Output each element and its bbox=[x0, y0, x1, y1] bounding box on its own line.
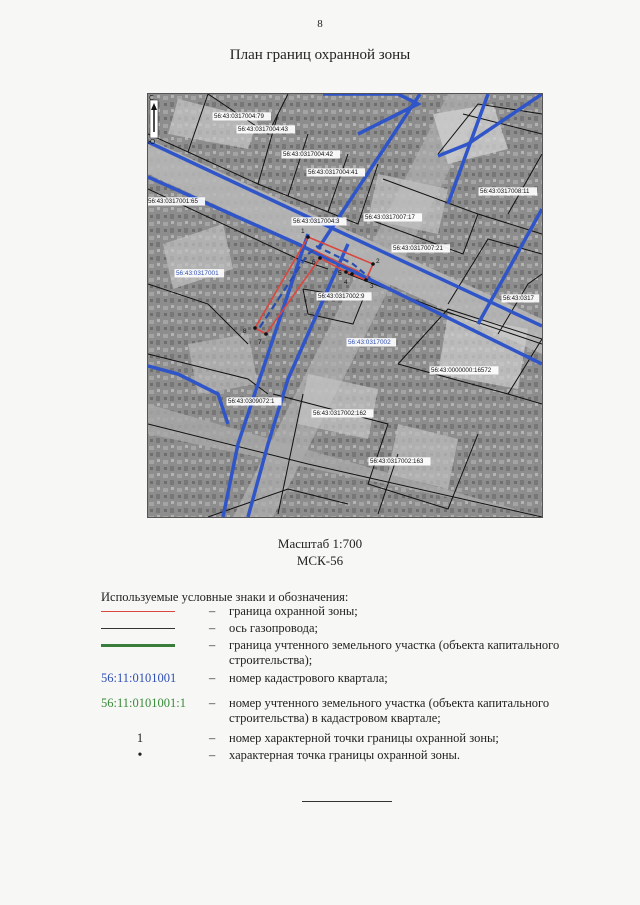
south-label: Ю bbox=[148, 139, 156, 146]
north-arrow bbox=[150, 100, 158, 138]
parcel-label: 56:43:0317008:11 bbox=[480, 188, 530, 195]
point-label: 5 bbox=[338, 270, 342, 277]
legend-text: ось газопровода; bbox=[229, 621, 319, 635]
point-label: 4 bbox=[344, 279, 348, 286]
legend-symbol-green-line bbox=[101, 644, 175, 647]
parcel-label: 56:43:0317007:21 bbox=[393, 245, 443, 252]
legend-dash: – bbox=[209, 604, 216, 618]
legend-dash: – bbox=[209, 748, 216, 762]
parcel-label: 56:43:0317007:17 bbox=[365, 214, 415, 221]
parcel-label: 56:43:0309072:1 bbox=[228, 398, 275, 405]
parcel-label: 56:43:0317002:9 bbox=[318, 293, 365, 300]
parcel-label: 56:43:0317004:79 bbox=[214, 113, 264, 120]
legend-text: граница охранной зоны; bbox=[229, 604, 358, 618]
legend-heading: Используемые условные знаки и обозначения: bbox=[101, 590, 349, 604]
point-label: 2 bbox=[376, 258, 380, 265]
point-label: 8 bbox=[243, 328, 247, 335]
point-label: 1 bbox=[301, 228, 305, 235]
legend-text: номер характерной точки границы охранной зоны; bbox=[229, 731, 499, 745]
page-title: План границ охранной зоны bbox=[229, 47, 411, 63]
north-label: С bbox=[149, 95, 155, 102]
legend-text: номер кадастрового квартала; bbox=[229, 671, 388, 685]
point-label: 6 bbox=[312, 259, 316, 266]
legend-symbol-point-number: 1 bbox=[136, 731, 144, 745]
legend-text: номер учтенного земельного участка (объекта капитального строительства) в кадастровом квартале; bbox=[229, 696, 550, 725]
legend-symbol-parcel-number: 56:11:0101001:1 bbox=[101, 696, 186, 710]
quarter-label: 56:43:0317002 bbox=[348, 339, 391, 346]
map-canvas bbox=[148, 94, 542, 517]
parcel-label: 56:43:0317002:163 bbox=[370, 458, 424, 465]
legend-dash: – bbox=[209, 621, 216, 635]
page-number: 8 bbox=[317, 18, 323, 30]
parcel-label: 56:43:0317004:41 bbox=[308, 169, 358, 176]
parcel-label: 56:43:0317002:162 bbox=[313, 410, 367, 417]
legend-symbol-red-line bbox=[101, 611, 175, 612]
legend-dash: – bbox=[209, 696, 216, 710]
legend-text: характерная точка границы охранной зоны. bbox=[229, 748, 461, 762]
point-label: 3 bbox=[370, 283, 374, 290]
legend-dash: – bbox=[209, 638, 216, 652]
footer-rule bbox=[302, 801, 392, 802]
parcel-label: 56:43:0317004:42 bbox=[283, 151, 333, 158]
legend-symbol-axis-line bbox=[101, 628, 175, 629]
legend-symbol-quarter-number: 56:11:0101001 bbox=[101, 671, 177, 685]
quarter-label: 56:43:0317001 bbox=[176, 270, 219, 277]
parcel-label: 56:43:0317004:43 bbox=[238, 126, 288, 133]
parcel-label: 56:43:0317004:3 bbox=[293, 218, 340, 225]
legend-dash: – bbox=[209, 671, 216, 685]
parcel-label: 56:43:0317 bbox=[503, 295, 534, 302]
parcel-label: 56:43:0317001:65 bbox=[148, 198, 198, 205]
point-label: 7 bbox=[258, 339, 262, 346]
legend-dash: – bbox=[209, 731, 216, 745]
legend-symbol-point-dot: • bbox=[137, 748, 143, 763]
parcel-label: 56:43:0000000:16572 bbox=[431, 367, 492, 374]
scale-text: Масштаб 1:700 bbox=[277, 536, 363, 551]
crs-text: МСК-56 bbox=[296, 553, 344, 568]
cadastral-map bbox=[147, 93, 543, 518]
legend-text: граница учтенного земельного участка (объекта капитального строительства); bbox=[229, 638, 560, 667]
